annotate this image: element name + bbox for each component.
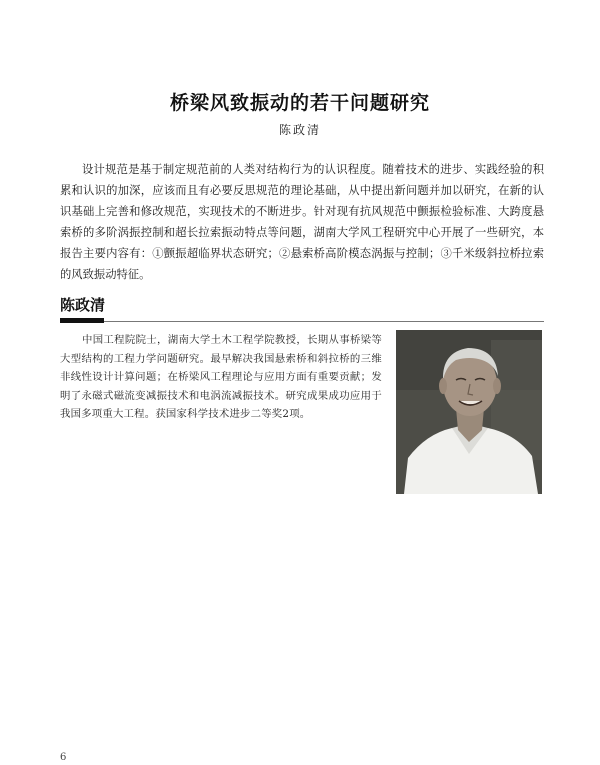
abstract-paragraph: 设计规范是基于制定规范前的人类对结构行为的认识程度。随着技术的进步、实践经验的积累和认识的加深，应该而且有必要反思规范的理论基础，从中提出新问题并加以研究，在新的认识基础上完善和修改规范，实现技术的不断进步。针对现有抗风规范中颤振检验标准、大跨度悬索桥的多阶涡振控制和超长拉索振动特点等问题，湖南大学风工程研究中心开展了一些研究，本报告主要内容有：①颤振超临界状态研究；②悬索桥高阶模态涡振与控制；③千米级斜拉桥拉索的风致振动特征。 bbox=[60, 163, 544, 281]
section-divider bbox=[60, 321, 544, 322]
author-portrait bbox=[396, 330, 542, 494]
portrait-illustration bbox=[396, 330, 542, 494]
page-number: 6 bbox=[60, 752, 67, 763]
article-title: 桥梁风致振动的若干问题研究 bbox=[169, 92, 430, 114]
article-author: 陈政清 bbox=[278, 123, 321, 137]
section-divider-accent bbox=[60, 318, 104, 323]
bio-name-heading: 陈政清 bbox=[60, 296, 106, 314]
bio-paragraph: 中国工程院院士，湖南大学土木工程学院教授，长期从事桥梁等大型结构的工程力学问题研究。最早解决我国悬索桥和斜拉桥的三维非线性设计计算问题；在桥梁风工程理论与应用方面有重要贡献；发明了永磁式磁流变减振技术和电涡流减振技术。研究成果成功应用于我国多项重大工程。获国家科学技术进步二等奖2项。 bbox=[60, 334, 382, 421]
